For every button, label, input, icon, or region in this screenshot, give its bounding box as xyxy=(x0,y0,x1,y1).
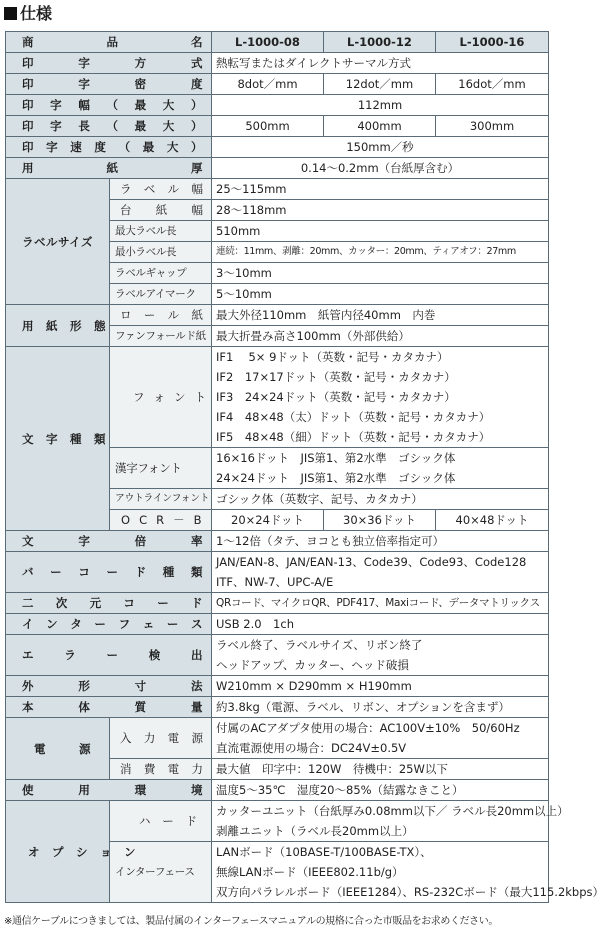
label-char: 種 xyxy=(70,431,82,446)
cell-value: 温度5～35℃ 湿度20～85%（結露なきこと） xyxy=(212,780,549,801)
sub-label: アウトラインフォント xyxy=(110,489,212,510)
cell-value xyxy=(212,842,604,903)
label-char: 文 xyxy=(22,431,34,446)
label-char: 文 xyxy=(22,534,34,548)
model-name: L-1000-12 xyxy=(324,32,436,53)
kanji-line: 16×16ドット JIS第1、第2水準 ゴシック体 xyxy=(216,451,456,465)
label-char: 境 xyxy=(190,783,203,797)
cell-value: 5～10mm xyxy=(212,284,549,305)
table-row xyxy=(6,780,549,801)
cell-value: 熱転写またはダイレクトサーマル方式 xyxy=(212,53,549,74)
cell-value: 12dot／mm xyxy=(324,74,436,95)
row-label xyxy=(6,676,212,697)
sub-label xyxy=(110,200,212,221)
table-row xyxy=(6,116,549,137)
spread-label xyxy=(6,95,211,115)
label-char: ル xyxy=(167,308,180,322)
footnote: ※通信ケーブルにつきましては、製品付属のインターフェースマニュアルの規格に合った市販品をお求めください。 xyxy=(4,916,498,927)
table-row xyxy=(6,74,549,95)
spread-label xyxy=(6,739,109,759)
cell-value: 約3.8kg（電源、ラベル、リボン、オプションを含まず） xyxy=(212,697,549,718)
label-char: 台 xyxy=(120,203,132,217)
power-line: 付属のACアダプタ使用の場合：AC100V±10% 50/60Hz xyxy=(216,721,520,735)
label-char: （ xyxy=(106,98,119,112)
label-char: 電 xyxy=(167,731,180,745)
label-char: 入 xyxy=(120,731,132,745)
label-char: ー xyxy=(162,814,174,828)
sub-label: 漢字フォント xyxy=(110,448,212,489)
sub-label xyxy=(110,305,212,326)
label-char: イ xyxy=(22,617,34,631)
label-char: ド xyxy=(134,565,147,579)
table-row xyxy=(6,614,549,635)
spread-label xyxy=(6,593,211,613)
row-label xyxy=(6,116,212,137)
spread-label xyxy=(6,74,211,94)
spread-label xyxy=(6,614,211,634)
table-row xyxy=(6,53,549,74)
label-char: ー xyxy=(166,617,179,631)
label-char: 最 xyxy=(134,119,147,133)
label-char: タ xyxy=(70,617,83,631)
label-char: ） xyxy=(190,119,203,133)
font-line: IF3 24×24ドット（英数・記号・カタカナ） xyxy=(216,390,456,404)
font-line: IF2 17×17ドット（英数・記号・カタカナ） xyxy=(216,370,456,384)
label-char: ョ xyxy=(100,844,112,859)
cell-value: 510mm xyxy=(212,221,549,242)
cell-value: 3～10mm xyxy=(212,263,549,284)
table-row xyxy=(6,635,549,676)
label-char: 電 xyxy=(34,741,46,756)
label-char: B xyxy=(193,513,202,527)
label-char: （ xyxy=(106,119,119,133)
label-char: 紙 xyxy=(155,203,168,217)
label-char: ェ xyxy=(142,617,155,631)
font-line: IF4 48×48（太）ドット（英数・記号・カタカナ） xyxy=(216,410,491,424)
label-char: ス xyxy=(190,617,203,631)
sub-label xyxy=(110,718,212,759)
label-char: R xyxy=(156,513,165,527)
row-label xyxy=(6,635,212,676)
spread-label xyxy=(6,645,211,665)
label-char: ） xyxy=(190,98,203,112)
label-char: 字 xyxy=(46,140,59,154)
table-row xyxy=(6,305,549,326)
label-char: コ xyxy=(78,565,91,579)
label-char: ベ xyxy=(143,182,156,196)
spread-label xyxy=(6,697,211,717)
row-label xyxy=(6,531,212,552)
label-char: 度 xyxy=(190,77,203,91)
spread-label xyxy=(6,158,211,178)
label-char: 率 xyxy=(190,534,203,548)
spread-label xyxy=(110,728,211,748)
table-row xyxy=(6,179,549,200)
table-row xyxy=(6,137,549,158)
row-label xyxy=(6,53,212,74)
spread-label xyxy=(110,387,211,407)
label-char: 幅 xyxy=(191,182,203,196)
label-char: 電 xyxy=(167,762,180,776)
label-char: ォ xyxy=(153,390,165,404)
cell-value xyxy=(212,635,549,676)
table-row xyxy=(6,531,549,552)
sub-label: ラベルアイマーク xyxy=(110,284,212,305)
spec-table xyxy=(5,31,604,903)
label-char: 外 xyxy=(22,679,34,693)
label-char: 種 xyxy=(162,565,175,579)
label-char: 式 xyxy=(190,56,203,70)
row-label xyxy=(6,95,212,116)
label-char: 寸 xyxy=(134,679,147,693)
spread-label xyxy=(110,200,211,220)
label-char: オ xyxy=(28,844,40,859)
sub-label xyxy=(110,347,212,448)
label-char: 商 xyxy=(22,35,34,49)
label-char: 源 xyxy=(191,731,203,745)
row-label xyxy=(6,552,212,593)
label-char: 密 xyxy=(134,77,147,91)
label-char: ン xyxy=(174,390,186,404)
label-char: 大 xyxy=(166,140,179,154)
row-label xyxy=(6,780,212,801)
error-line: ラベル終了、ラベルサイズ、リボン終了 xyxy=(216,638,423,652)
row-label xyxy=(6,158,212,179)
table-row xyxy=(6,347,549,448)
spread-label xyxy=(110,510,211,530)
font-line: IF1 5× 9ドット（英数・記号・カタカナ） xyxy=(216,350,449,364)
label-char: 元 xyxy=(89,596,102,610)
square-icon xyxy=(4,7,17,20)
label-char: ロ xyxy=(120,308,132,322)
spread-label xyxy=(6,32,211,52)
cell-value xyxy=(212,448,549,489)
label-char: ド xyxy=(190,596,203,610)
cell-value: 16dot／mm xyxy=(436,74,549,95)
label-char: 印 xyxy=(22,119,34,133)
label-char: 長 xyxy=(78,119,91,133)
label-char: 字 xyxy=(78,56,91,70)
sub-label xyxy=(110,510,212,531)
cell-value: USB 2.0 1ch xyxy=(212,614,549,635)
label-char: 費 xyxy=(143,762,156,776)
cell-value xyxy=(212,552,549,593)
label-char: 字 xyxy=(50,119,63,133)
label-char: ト xyxy=(194,390,206,404)
label-char: 検 xyxy=(148,648,161,662)
cell-value: 8dot／mm xyxy=(212,74,324,95)
label-char: 次 xyxy=(55,596,68,610)
label-char: 倍 xyxy=(134,534,147,548)
row-label xyxy=(6,137,212,158)
cell-value: W210mm × D290mm × H190mm xyxy=(212,676,549,697)
sub-label: ファンフォールド紙 xyxy=(110,326,212,347)
spread-label xyxy=(6,429,109,449)
cell-value: 300mm xyxy=(436,116,549,137)
label-char: プ xyxy=(52,844,64,859)
cell-value: 30×36ドット xyxy=(324,510,436,531)
label-char: ー xyxy=(143,308,156,322)
label-char: 名 xyxy=(191,35,203,49)
label-char: 幅 xyxy=(191,203,203,217)
label-char: 品 xyxy=(106,35,119,49)
cell-value xyxy=(212,347,549,448)
label-char: ー xyxy=(106,648,119,662)
label-char: 形 xyxy=(70,318,82,333)
label-char: 力 xyxy=(191,762,203,776)
sub-label: 最小ラベル長 xyxy=(110,242,212,263)
sub-label xyxy=(110,179,212,200)
barcode-line: ITF、NW-7、UPC-A/E xyxy=(216,575,334,589)
cell-value xyxy=(212,718,549,759)
cell-value: 500mm xyxy=(212,116,324,137)
label-char: 類 xyxy=(190,565,203,579)
cell-value xyxy=(212,801,569,842)
spread-label xyxy=(6,316,109,336)
label-char: 大 xyxy=(162,98,175,112)
label-char: C xyxy=(139,513,148,527)
label-char: 態 xyxy=(94,318,106,333)
row-label xyxy=(6,593,212,614)
label-char: 方 xyxy=(134,56,147,70)
model-name: L-1000-08 xyxy=(212,32,324,53)
cell-value: QRコード、マイクロQR、PDF417、Maxiコード、データマトリックス xyxy=(212,593,549,614)
label-char: 印 xyxy=(22,56,34,70)
spread-label xyxy=(110,179,211,199)
cell-value: 最大折畳み高さ100mm（外部供給） xyxy=(212,326,549,347)
label-char: シ xyxy=(76,844,88,859)
row-group-label xyxy=(6,305,110,347)
label-char: 字 xyxy=(78,534,91,548)
spread-label xyxy=(6,842,136,862)
label-char: O xyxy=(121,513,131,527)
spread-label xyxy=(6,53,211,73)
label-char: ） xyxy=(190,140,203,154)
row-group-label xyxy=(6,718,110,780)
spread-label xyxy=(6,116,211,136)
label-char: 最 xyxy=(142,140,155,154)
table-row xyxy=(6,552,549,593)
cell-value: 最大値 印字中：120W 待機中：25W以下 xyxy=(212,759,549,780)
table-row xyxy=(6,676,549,697)
label-char: 速 xyxy=(70,140,83,154)
label-char: 量 xyxy=(190,700,203,714)
row-group-label xyxy=(6,801,136,903)
spread-label xyxy=(6,676,211,696)
label-char: 最 xyxy=(134,98,147,112)
label-char: 用 xyxy=(22,318,34,333)
row-label xyxy=(6,614,212,635)
label-char: 類 xyxy=(94,431,106,446)
cell-value: 1～12倍（タテ、ヨコとも独立倍率指定可） xyxy=(212,531,549,552)
label-char: 大 xyxy=(162,119,175,133)
table-row xyxy=(6,718,549,759)
label-char: 幅 xyxy=(78,98,91,112)
label-char: 度 xyxy=(94,140,107,154)
table-row xyxy=(6,158,549,179)
label-char: 源 xyxy=(79,741,91,756)
cell-value: 150mm／秒 xyxy=(212,137,549,158)
label-char: フ xyxy=(133,390,145,404)
cell-value: 112mm xyxy=(212,95,549,116)
label-char: ー xyxy=(94,617,107,631)
sub-label: インターフェース xyxy=(110,842,212,903)
spread-label xyxy=(6,531,211,551)
font-line: IF5 48×48（細）ドット（英数・記号・カタカナ） xyxy=(216,430,491,444)
option-line: カッターユニット（台紙厚み0.08mm以下／ ラベル長20mm以上） xyxy=(216,804,569,818)
spread-label xyxy=(6,562,211,582)
label-char: 力 xyxy=(143,731,156,745)
label-char: 本 xyxy=(22,700,34,714)
row-label xyxy=(6,74,212,95)
spread-label xyxy=(6,780,211,800)
option-line: LANボード（10BASE-T/100BASE-TX）、 xyxy=(216,845,432,859)
sub-label: 最大ラベル長 xyxy=(110,221,212,242)
label-char: フ xyxy=(118,617,131,631)
row-group-label: ラベルサイズ xyxy=(6,179,110,305)
label-char: 印 xyxy=(22,140,34,154)
section-title: 仕様 xyxy=(4,3,52,25)
label-char: 使 xyxy=(22,783,34,797)
label-char: 印 xyxy=(22,98,34,112)
label-char: 紙 xyxy=(191,308,203,322)
cell-value: 最大外径110mm 紙管内径40mm 内巻 xyxy=(212,305,549,326)
table-row xyxy=(6,801,549,842)
label-char: 用 xyxy=(22,161,34,175)
label-char: ド xyxy=(185,814,197,828)
cell-value: 0.14～0.2mm（台紙厚含む） xyxy=(212,158,549,179)
label-char: ー xyxy=(106,565,119,579)
label-char: 体 xyxy=(78,700,91,714)
label-char: 字 xyxy=(78,77,91,91)
label-char: 二 xyxy=(22,596,34,610)
label-char: 字 xyxy=(50,98,63,112)
row-group-label xyxy=(6,347,110,531)
option-line: 剥離ユニット（ラベル長20mm以上） xyxy=(216,824,414,838)
sub-label xyxy=(110,801,212,842)
label-char: ラ xyxy=(120,182,132,196)
table-row xyxy=(6,697,549,718)
spread-label xyxy=(6,137,211,157)
label-char: 紙 xyxy=(46,318,58,333)
spread-label xyxy=(110,811,211,831)
kanji-line: 24×24ドット JIS第1、第2水準 ゴシック体 xyxy=(216,471,456,485)
label-char: 字 xyxy=(46,431,58,446)
label-char: ラ xyxy=(64,648,77,662)
cell-value: ゴシック体（英数字、記号、カタカナ） xyxy=(212,489,549,510)
label-char: ン xyxy=(124,844,136,859)
table-row-header xyxy=(6,32,549,53)
label-char: ン xyxy=(46,617,59,631)
label-char: 紙 xyxy=(106,161,119,175)
label-char: － xyxy=(173,513,185,527)
label-char: 出 xyxy=(191,648,203,662)
cell-value: 20×24ドット xyxy=(212,510,324,531)
label-char: 環 xyxy=(134,783,147,797)
label-char: コ xyxy=(123,596,136,610)
table-row xyxy=(6,95,549,116)
label-char: ハ xyxy=(139,814,151,828)
label-char: ー xyxy=(157,596,170,610)
cell-value: 400mm xyxy=(324,116,436,137)
label-char: 消 xyxy=(120,762,132,776)
label-char: 質 xyxy=(134,700,147,714)
option-line: 双方向パラレルボード（IEEE1284）、RS-232Cボード（最大115.2kbps） xyxy=(216,885,604,899)
label-char: ー xyxy=(50,565,63,579)
sub-label: ラベルギャップ xyxy=(110,263,212,284)
label-char: エ xyxy=(22,648,34,662)
option-line: 無線LANボード（IEEE802.11b/g） xyxy=(216,865,404,879)
cell-value: 25～115mm xyxy=(212,179,549,200)
spread-label xyxy=(110,759,211,779)
label-char: 法 xyxy=(190,679,203,693)
label-char: 厚 xyxy=(191,161,203,175)
label-char: 印 xyxy=(22,77,34,91)
table-row xyxy=(6,593,549,614)
cell-value: 28～118mm xyxy=(212,200,549,221)
row-label xyxy=(6,32,212,53)
sub-label xyxy=(110,759,212,780)
label-char: （ xyxy=(118,140,131,154)
label-char: バ xyxy=(22,565,34,579)
row-label xyxy=(6,697,212,718)
cell-value: 40×48ドット xyxy=(436,510,549,531)
label-char: ル xyxy=(167,182,180,196)
cell-value: 連続：11mm、剥離：20mm、カッター：20mm、ティアオフ：27mm xyxy=(212,242,549,263)
label-char: 用 xyxy=(78,783,91,797)
spread-label xyxy=(110,305,211,325)
power-line: 直流電源使用の場合：DC24V±0.5V xyxy=(216,741,407,755)
model-name: L-1000-16 xyxy=(436,32,549,53)
barcode-line: JAN/EAN-8、JAN/EAN-13、Code39、Code93、Code128 xyxy=(216,555,527,569)
label-char: 形 xyxy=(78,679,91,693)
error-line: ヘッドアップ、カッター、ヘッド破損 xyxy=(216,658,409,672)
